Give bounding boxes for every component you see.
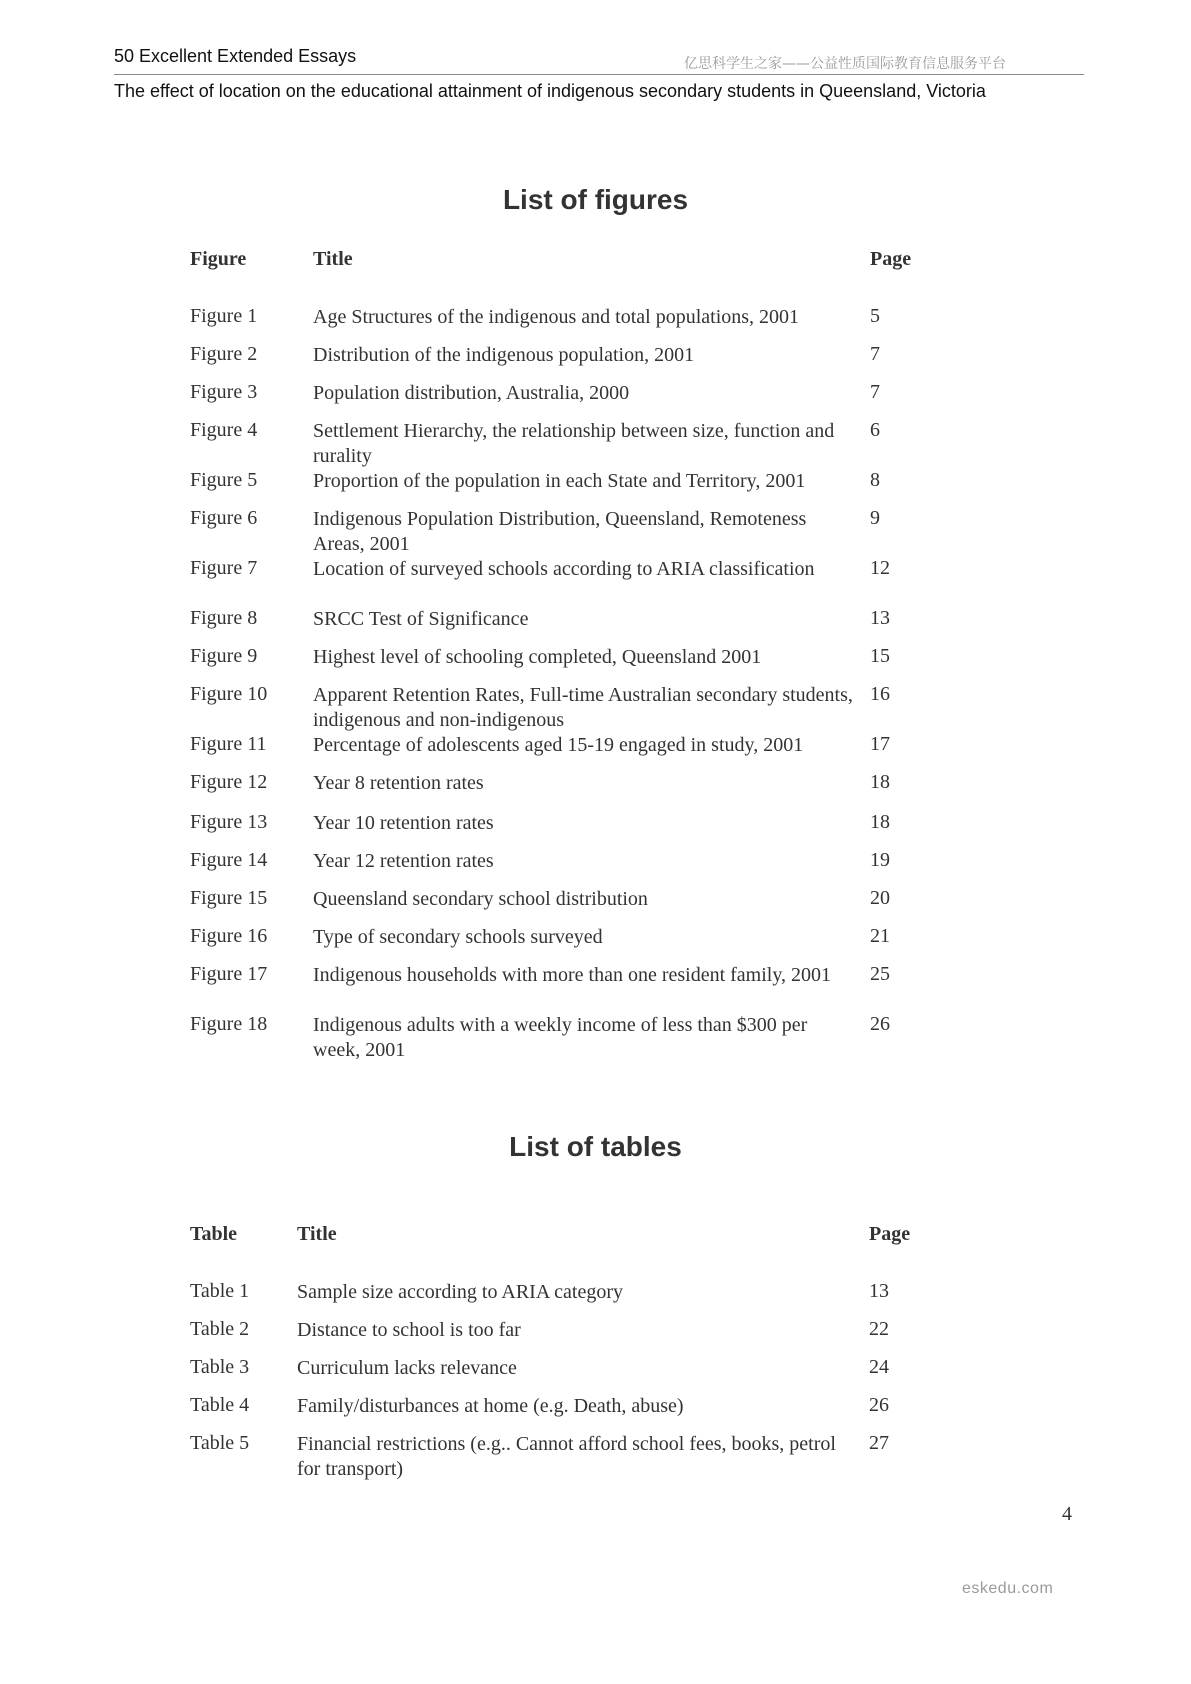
figure-page: 20: [870, 887, 890, 909]
table-row: [0, 1280, 1191, 1316]
figure-title: Queensland secondary school distribution: [313, 888, 648, 910]
figure-number: Figure 13: [190, 811, 268, 833]
figure-page: 15: [870, 645, 890, 667]
figures-col-page: Page: [870, 248, 912, 270]
header-divider: [114, 74, 1084, 75]
figure-page: 18: [870, 811, 890, 833]
figure-page: 7: [870, 381, 880, 403]
tables-col-page: Page: [869, 1223, 911, 1245]
table-page: 22: [869, 1318, 889, 1340]
figure-number: Figure 18: [190, 1013, 268, 1035]
figure-number: Figure 4: [190, 419, 258, 441]
figure-title: Distribution of the indigenous population, 2001: [313, 344, 695, 366]
tables-heading: List of tables: [509, 1131, 682, 1162]
figure-row: [0, 771, 1191, 807]
table-number: Table 1: [190, 1280, 250, 1302]
figure-title: Population distribution, Australia, 2000: [313, 382, 630, 404]
figure-title: Settlement Hierarchy, the relationship between size, function and rurality: [313, 420, 835, 467]
table-row: [0, 1318, 1191, 1354]
figures-heading: List of figures: [502, 184, 689, 215]
figure-number: Figure 1: [190, 305, 258, 327]
figure-number: Figure 3: [190, 381, 258, 403]
table-page: 27: [869, 1432, 889, 1454]
table-title: Family/disturbances at home (e.g. Death, abuse): [297, 1395, 684, 1417]
figure-title: Indigenous households with more than one resident family, 2001: [313, 964, 832, 986]
figure-page: 18: [870, 771, 890, 793]
figure-row: [0, 1013, 1191, 1061]
figure-row: [0, 683, 1191, 731]
figure-page: 16: [870, 683, 890, 705]
figure-row: [0, 607, 1191, 643]
figure-page: 12: [870, 557, 890, 579]
table-row: [0, 1356, 1191, 1392]
figure-number: Figure 5: [190, 469, 258, 491]
figure-row: [0, 343, 1191, 379]
figure-title: Apparent Retention Rates, Full-time Australian secondary students, indigenous and non-indigenous: [313, 684, 853, 731]
figure-title: Year 10 retention rates: [313, 812, 494, 834]
figure-page: 7: [870, 343, 880, 365]
table-number: Table 4: [190, 1394, 250, 1416]
figure-title: Location of surveyed schools according to ARIA classification: [313, 558, 815, 580]
figure-title: Indigenous Population Distribution, Queensland, Remoteness Areas, 2001: [313, 508, 807, 555]
table-page: 13: [869, 1280, 889, 1302]
figure-page: 13: [870, 607, 890, 629]
figure-number: Figure 12: [190, 771, 268, 793]
essay-title: The effect of location on the educational attainment of indigenous secondary students in Queensland, Victoria: [114, 81, 986, 101]
table-number: Table 2: [190, 1318, 250, 1340]
tables-col-number: Table: [190, 1223, 238, 1245]
table-number: Table 3: [190, 1356, 250, 1378]
figure-row: [0, 849, 1191, 885]
footer-site: eskedu.com: [962, 1580, 1054, 1597]
figures-col-number: Figure: [190, 248, 247, 270]
figure-number: Figure 2: [190, 343, 258, 365]
page-number: 4: [1062, 1503, 1072, 1525]
figure-row: [0, 419, 1191, 467]
table-title: Financial restrictions (e.g.. Cannot afford school fees, books, petrol for transport): [297, 1433, 836, 1480]
figure-title: Year 8 retention rates: [313, 772, 484, 794]
figure-number: Figure 6: [190, 507, 258, 529]
figure-title: Percentage of adolescents aged 15-19 engaged in study, 2001: [313, 734, 804, 756]
figure-title: Highest level of schooling completed, Queensland 2001: [313, 646, 762, 668]
figure-page: 25: [870, 963, 890, 985]
figure-row: [0, 469, 1191, 505]
table-row: [0, 1432, 1191, 1480]
figure-title: SRCC Test of Significance: [313, 608, 529, 630]
tables-col-title: Title: [297, 1223, 337, 1245]
figure-number: Figure 10: [190, 683, 268, 705]
figure-row: [0, 925, 1191, 961]
figure-number: Figure 17: [190, 963, 268, 985]
table-page: 26: [869, 1394, 889, 1416]
figure-row: [0, 887, 1191, 923]
figure-number: Figure 16: [190, 925, 268, 947]
figure-number: Figure 9: [190, 645, 258, 667]
figure-row: [0, 557, 1191, 593]
figure-number: Figure 8: [190, 607, 258, 629]
figures-col-title: Title: [313, 248, 353, 270]
table-title: Sample size according to ARIA category: [297, 1281, 624, 1303]
figure-page: 19: [870, 849, 890, 871]
table-row: [0, 1394, 1191, 1430]
figure-row: [0, 381, 1191, 417]
figure-title: Proportion of the population in each State and Territory, 2001: [313, 470, 806, 492]
figure-row: [0, 507, 1191, 555]
figure-title: Type of secondary schools surveyed: [313, 926, 603, 948]
figure-row: [0, 963, 1191, 999]
figure-row: [0, 645, 1191, 681]
table-title: Distance to school is too far: [297, 1319, 521, 1341]
figure-page: 6: [870, 419, 880, 441]
figure-page: 17: [870, 733, 890, 755]
figure-number: Figure 7: [190, 557, 258, 579]
figure-page: 21: [870, 925, 890, 947]
figure-title: Year 12 retention rates: [313, 850, 494, 872]
figure-page: 8: [870, 469, 880, 491]
table-title: Curriculum lacks relevance: [297, 1357, 517, 1379]
figure-title: Indigenous adults with a weekly income of less than $300 per week, 2001: [313, 1014, 808, 1061]
figure-page: 26: [870, 1013, 890, 1035]
table-number: Table 5: [190, 1432, 250, 1454]
figure-number: Figure 15: [190, 887, 268, 909]
figure-page: 9: [870, 507, 880, 529]
book-title: 50 Excellent Extended Essays: [114, 46, 357, 66]
figure-row: [0, 733, 1191, 769]
figure-page: 5: [870, 305, 880, 327]
figure-row: [0, 811, 1191, 847]
table-page: 24: [869, 1356, 889, 1378]
site-watermark-text: 亿思科学生之家——公益性质国际教育信息服务平台: [684, 56, 1006, 72]
figure-number: Figure 11: [190, 733, 267, 755]
figure-number: Figure 14: [190, 849, 268, 871]
figure-row: [0, 305, 1191, 341]
figure-title: Age Structures of the indigenous and total populations, 2001: [313, 306, 800, 328]
